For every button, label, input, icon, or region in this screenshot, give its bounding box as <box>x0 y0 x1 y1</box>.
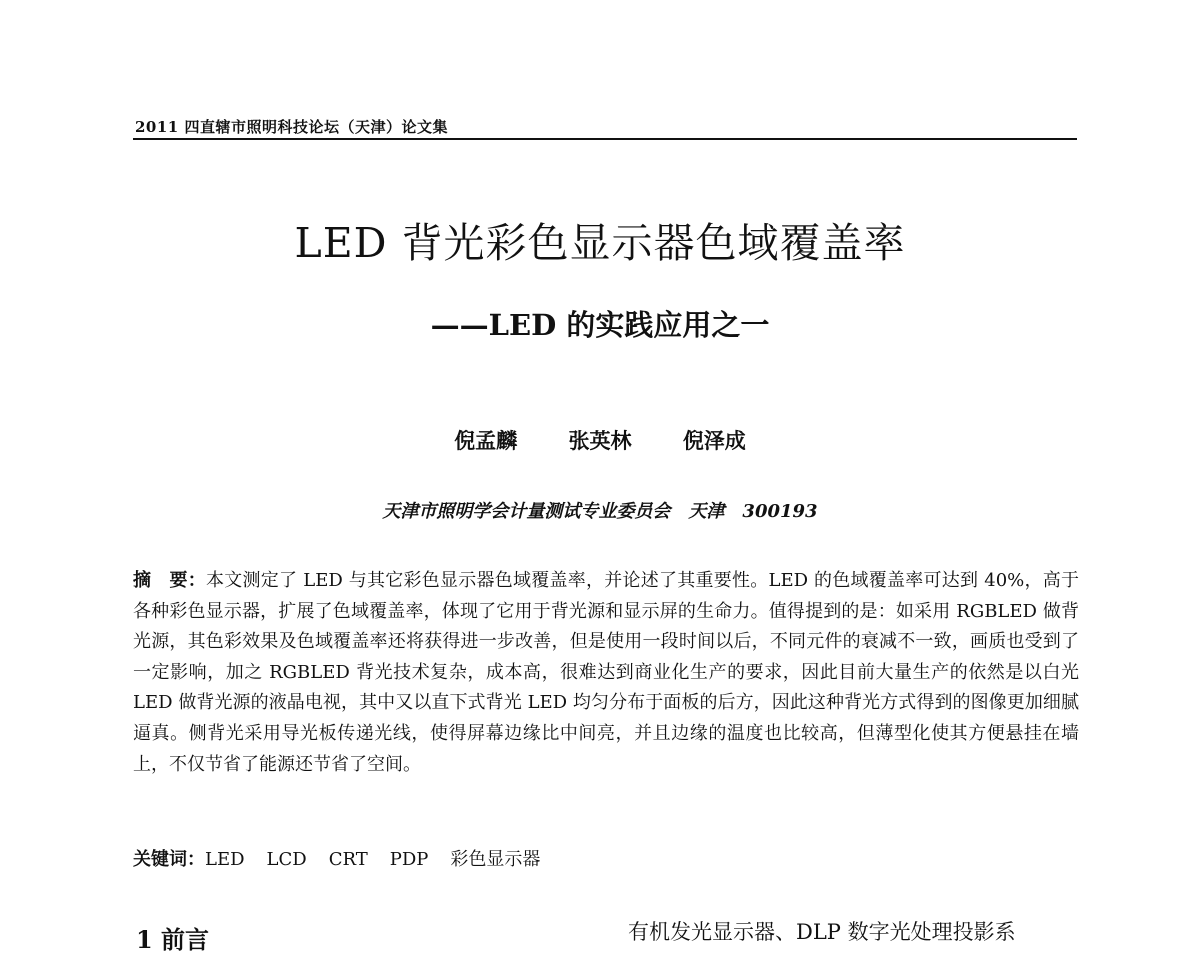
abstract <box>133 566 1079 780</box>
abstract-text: 本文测定了 LED 与其它彩色显示器色域覆盖率，并论述了其重要性。LED 的色域覆盖率可达到 40%，高于各种彩色显示器，扩展了色域覆盖率，体现了它用于背光源和显示屏的生命力。值得提到的是：如采用 RGBLED 做背光源，其色彩效果及色域覆盖率还将获得进一步改善，但是使用一段时间以后，不同元件的衰减不一致，画质也受到了一定影响，加之 RGBLED 背光技术复杂，成本高，很难达到商业化生产的要求，因此目前大量生产的依然是以白光 LED 做背光源的液晶电视，其中又以直下式背光 LED 均匀分布于面板的后方，因此这种背光方式得到的图像更加细腻逼真。侧背光采用导光板传递光线，使得屏幕边缘比中间亮，并且边缘的温度也比较高，但薄型化使其方便悬挂在墙上，不仅节省了能源还节省了空间。 <box>133 570 1079 775</box>
section-heading: 1 前言 <box>136 925 210 954</box>
affiliation: 天津市照明学会计量测试专业委员会 天津 300193 <box>382 501 818 522</box>
paper-title: LED 背光彩色显示器色域覆盖率 <box>294 219 906 267</box>
running-header: 2011 四直辖市照明科技论坛（天津）论文集 <box>135 118 448 136</box>
body-text-right-column: 有机发光显示器、DLP 数字光处理投影系 <box>628 920 1016 944</box>
keyword: LCD <box>266 849 307 870</box>
keywords <box>133 845 562 871</box>
keyword: PDP <box>389 849 429 870</box>
author-name: 倪孟麟 <box>454 428 518 453</box>
keyword: 彩色显示器 <box>450 849 541 870</box>
author-name: 张英林 <box>568 428 632 453</box>
keywords-label: 关键词： <box>133 849 205 870</box>
header-rule <box>133 138 1077 140</box>
keyword: CRT <box>328 849 368 870</box>
keyword: LED <box>205 849 245 870</box>
abstract-label: 摘 要： <box>133 570 207 591</box>
author-name: 倪泽成 <box>682 428 746 453</box>
paper-subtitle: ——LED 的实践应用之一 <box>430 308 770 342</box>
author-list <box>0 425 1200 455</box>
